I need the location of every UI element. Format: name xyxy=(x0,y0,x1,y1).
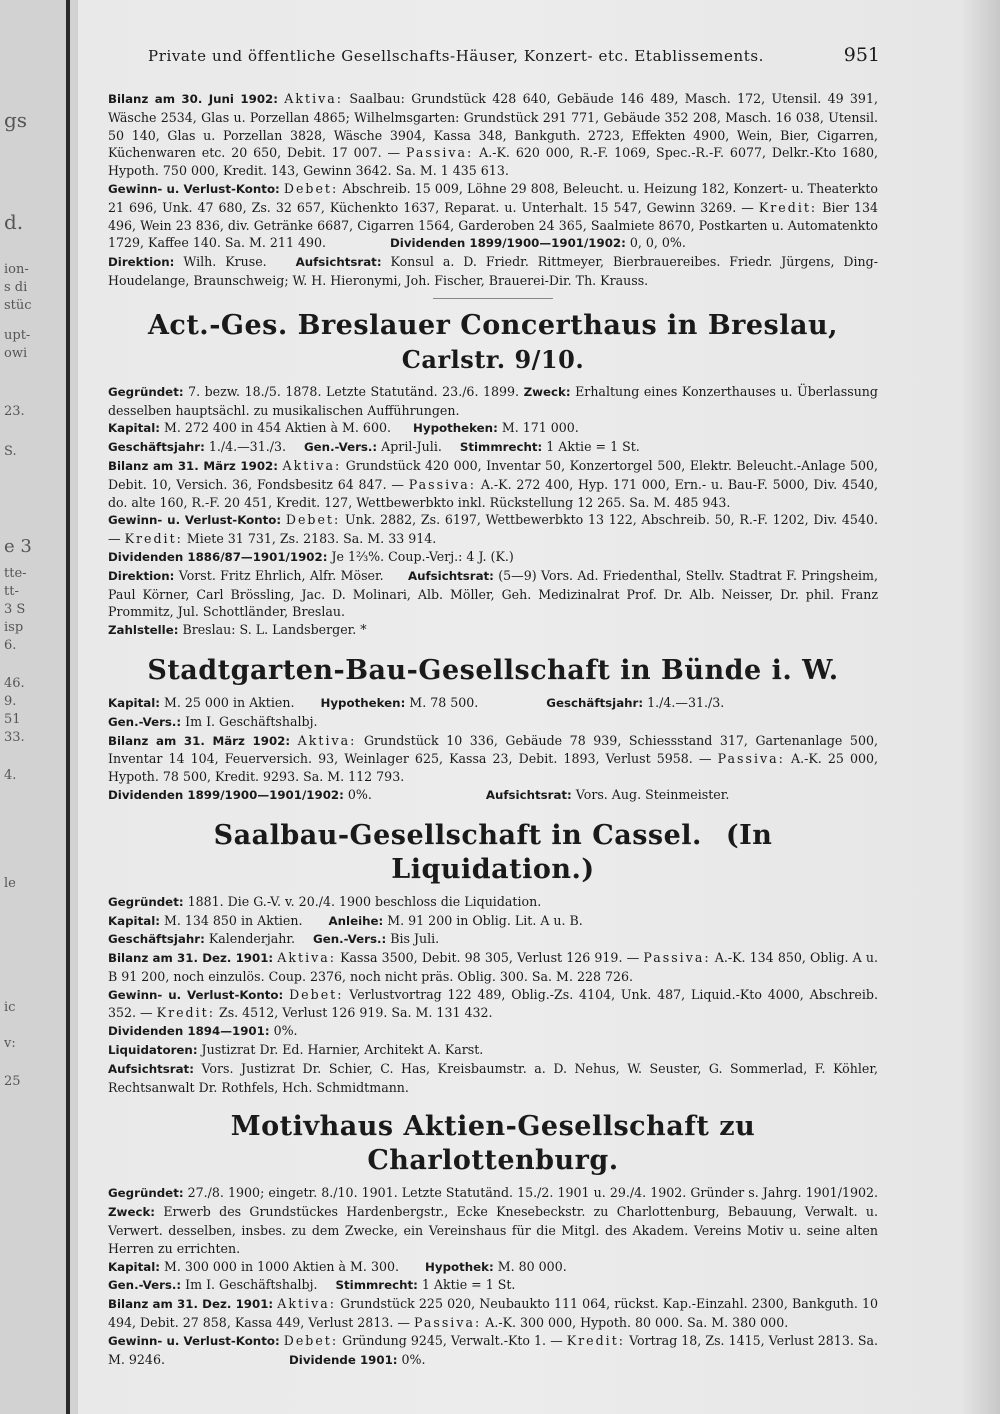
debet-word: Debet: xyxy=(285,512,341,528)
stimmrecht-label: Stimmrecht: xyxy=(335,1278,418,1293)
page-content xyxy=(108,90,878,1369)
passiva-word: Passiva: xyxy=(406,145,474,161)
bilanz-label: Bilanz am 31. Dez. 1901: xyxy=(108,1297,274,1312)
hypotheken-text: M. 78 500. xyxy=(409,694,479,710)
margin-fragment: 25 xyxy=(4,1074,21,1089)
aufsichtsrat-text: Vors. Justizrat Dr. Schier, C. Has, Kreisbaumstr. a. D. Nehus, W. Seuster, G. Sommerlad, F. Köhler, Rechtsanwalt Dr. Rothfels, Hch. Schmidtmann. xyxy=(108,1060,878,1095)
direktion-label: Direktion: xyxy=(108,255,175,270)
dividenden-label: Dividenden 1899/1900—1901/1902: xyxy=(108,787,344,802)
entry-title: Motivhaus Aktien-Gesellschaft zu Charlottenburg. xyxy=(230,1111,756,1177)
geschaeftsjahr-label: Geschäftsjahr: xyxy=(108,932,205,947)
geschaeftsjahr-label: Geschäftsjahr: xyxy=(546,695,644,710)
bilanz-text-2: A.-K. 134 850, Oblig. A u. B 91 200, noch einzulös. Coup. 2376, noch nicht präs. Oblig. 300. Sa. M. 228 726. xyxy=(108,950,879,984)
gegruendet-paragraph xyxy=(108,383,878,420)
hypotheken-text: M. 171 000. xyxy=(501,420,579,436)
guv-paragraph xyxy=(108,511,878,548)
guv-label: Gewinn- u. Verlust-Konto: xyxy=(108,513,282,528)
entry-title-main: Act.-Ges. Breslauer Concerthaus in Breslau, xyxy=(147,309,839,341)
genvers-label: Gen.-Vers.: xyxy=(108,714,182,729)
dividende-value: 0%. xyxy=(401,1351,426,1367)
bilanz-paragraph xyxy=(108,949,878,986)
debet-word: Debet: xyxy=(289,986,344,1002)
gegruendet-text: 1881. Die G.-V. v. 20./4. 1900 beschloss die Liquidation. xyxy=(187,893,542,909)
liquidatoren-paragraph xyxy=(108,1041,878,1060)
direktion-text: Wilh. Kruse. xyxy=(183,254,267,270)
direktion-paragraph xyxy=(108,253,878,290)
hypothek-label: Hypothek: xyxy=(425,1259,494,1274)
kapital-label: Kapital: xyxy=(108,1259,160,1274)
aufsichtsrat-label: Aufsichtsrat: xyxy=(295,255,382,270)
kapital-label: Kapital: xyxy=(108,695,160,710)
kredit-word: Kredit: xyxy=(156,1005,215,1021)
running-title: Private und öffentliche Gesellschafts-Häuser, Konzert- etc. Etablissements. xyxy=(148,47,765,65)
guv-text-2: Bier 134 496, Wein 23 836, div. Getränke 6687, Cigarren 1564, Garderoben 24 365, Saalmiete 8670, Postkarten u. Automatenkto 1729, Kaffee 140. Sa. M. 211 490. xyxy=(108,199,879,251)
margin-fragment: e 3 xyxy=(4,536,32,557)
margin-fragment: 51 xyxy=(4,712,21,727)
debet-word: Debet: xyxy=(283,1332,339,1348)
zweck-label: Zweck: xyxy=(108,1205,156,1220)
dividenden-label: Dividenden 1899/1900—1901/1902: xyxy=(390,236,626,251)
direktion-paragraph xyxy=(108,567,878,621)
gegruendet-paragraph xyxy=(108,1184,878,1257)
guv-text-2: Zs. 4512, Verlust 126 919. Sa. M. 131 432. xyxy=(218,1005,493,1021)
guv-paragraph xyxy=(108,1332,878,1370)
bilanz-text: Grundstück 225 020, Neubaukto 111 064, rückst. Kap.-Einzahl. 2300, Bankguth. 10 494, Debit. 27 858, Kassa 449, Verlust 2813. — xyxy=(108,1296,878,1331)
bilanz-text-2: A.-K. 272 400, Hyp. 171 000, Ern.- u. Bau-F. 5000, Div. 4540, do. alte 160, R.-F. 20 451, Kredit. 127, Wettbewerbkto inkl. Rückstellung 12 265. Sa. M. 485 943. xyxy=(108,476,878,510)
margin-fragment: 33. xyxy=(4,730,25,745)
bilanz-label: Bilanz am 31. Dez. 1901: xyxy=(108,951,274,966)
passiva-word: Passiva: xyxy=(408,476,477,492)
genvers-text: Im I. Geschäftshalbj. xyxy=(185,713,318,729)
bilanz-label: Bilanz am 31. März 1902: xyxy=(108,733,291,748)
hypotheken-label: Hypotheken: xyxy=(320,695,406,710)
gegruendet-paragraph xyxy=(108,893,878,912)
guv-text: Verlustvortrag 122 489, Oblig.-Zs. 4104, Unk. 487, Liquid.-Kto 4000, Abschreib. 352. — xyxy=(108,986,878,1021)
dividenden-value: 0, 0, 0%. xyxy=(629,235,686,251)
hypotheken-label: Hypotheken: xyxy=(413,421,498,436)
margin-fragment: S. xyxy=(4,444,17,459)
margin-fragment: le xyxy=(4,876,16,891)
guv-paragraph xyxy=(108,986,878,1023)
aufsichtsrat-paragraph xyxy=(108,1060,878,1097)
zweck-text: Erwerb des Grundstückes Hardenbergstr., Ecke Knesebeckstr. zu Charlottenburg, Bebauung, Verwalt. u. Verwert. desselben, insbes. zu dem Zwecke, ein Vereinshaus für die Mitgl. des Akadem. Vereins Motiv u. seine alten Herren zu errichten. xyxy=(108,1204,878,1256)
bilanz-text: Grundstück 10 336, Gebäude 78 939, Schiessstand 317, Gartenanlage 500, Inventar 14 104, Feuerversich. 93, Weinlager 625, Kassa 23, Debit. 1893, Verlust 5958. — xyxy=(108,732,878,767)
margin-fragment: ion- xyxy=(4,262,29,277)
geschaeftsjahr-text: Kalenderjahr. xyxy=(208,931,296,947)
margin-fragment: isp xyxy=(4,620,24,635)
entry-stadtgarten-buende xyxy=(108,654,878,805)
binding-shadow xyxy=(66,0,70,1414)
zahlstelle-label: Zahlstelle: xyxy=(108,623,179,638)
margin-fragment: stüc xyxy=(4,298,32,313)
dividenden-label: Dividenden 1894—1901: xyxy=(108,1024,270,1039)
bilanz-label: Bilanz am 31. März 1902: xyxy=(108,458,278,473)
genvers-label: Gen.-Vers.: xyxy=(313,932,387,947)
bilanz-paragraph xyxy=(108,90,878,180)
debet-word: Debet: xyxy=(283,180,339,196)
genvers-paragraph xyxy=(108,713,878,732)
anleihe-label: Anleihe: xyxy=(328,913,384,928)
gegruendet-text: 27./8. 1900; eingetr. 8./10. 1901. Letzte Statutänd. 15./2. 1901 u. 29./4. 1902. Gründer s. Jahrg. 1901/1902. xyxy=(187,1185,878,1201)
kapital-paragraph xyxy=(108,912,878,931)
liquidatoren-label: Liquidatoren: xyxy=(108,1043,198,1058)
direktion-label: Direktion: xyxy=(108,568,175,583)
page-number: 951 xyxy=(843,44,880,66)
kapital-label: Kapital: xyxy=(108,913,160,928)
genvers-label: Gen.-Vers.: xyxy=(108,1278,182,1293)
bilanz-text: Grundstück 420 000, Inventar 50, Konzertorgel 500, Elektr. Beleucht.-Anlage 500, Debit. 10, Versich. 36, Fondsbesitz 64 847. — xyxy=(108,457,878,492)
guv-paragraph xyxy=(108,180,878,253)
bilanz-paragraph xyxy=(108,1295,878,1332)
entry-motivhaus-charlottenburg xyxy=(108,1110,878,1369)
geschaeftsjahr-text: 1./4.—31./3. xyxy=(647,694,725,710)
anleihe-text: M. 91 200 in Oblig. Lit. A u. B. xyxy=(387,912,583,928)
guv-text: Unk. 2882, Zs. 6197, Wettbewerbkto 13 122, Abschreib. 50, R.-F. 1202, Div. 4540. — xyxy=(108,512,878,547)
kapital-label: Kapital: xyxy=(108,421,160,436)
margin-fragment: 9. xyxy=(4,694,17,709)
margin-fragment: 6. xyxy=(4,638,17,653)
zweck-text: Erhaltung eines Konzerthauses u. Überlassung desselben hauptsächl. zu musikalischen Aufführungen. xyxy=(108,383,878,418)
bilanz-text-2: A.-K. 620 000, R.-F. 1069, Spec.-R.-F. 6077, Delkr.-Kto 1680, Hypoth. 750 000, Kredit. 143, Gewinn 3642. Sa. M. 1 435 613. xyxy=(108,145,878,179)
margin-fragment: 23. xyxy=(4,404,25,419)
aufsichtsrat-text: Vors. Aug. Steinmeister. xyxy=(575,786,730,802)
kredit-word: Kredit: xyxy=(124,531,183,547)
hypothek-text: M. 80 000. xyxy=(497,1258,567,1274)
stimmrecht-text: 1 Aktie = 1 St. xyxy=(421,1277,516,1293)
dividenden-paragraph xyxy=(108,548,878,567)
entry-title-main: Saalbau-Gesellschaft in Cassel. xyxy=(213,819,702,851)
aktiva-word: Aktiva: xyxy=(297,732,357,748)
kapital-text: M. 134 850 in Aktien. xyxy=(163,912,303,928)
geschaeftsjahr-paragraph xyxy=(108,438,878,457)
margin-fragment: s di xyxy=(4,280,28,295)
margin-fragment: 3 S xyxy=(4,602,26,617)
bilanz-paragraph xyxy=(108,457,878,511)
guv-text: Gründung 9245, Verwalt.-Kto 1. — xyxy=(342,1332,563,1348)
entry-saalbau-wilhelmsgarten-continued xyxy=(108,90,878,290)
geschaeftsjahr-label: Geschäftsjahr: xyxy=(108,440,205,455)
bilanz-text-2: A.-K. 300 000, Hypoth. 80 000. Sa. M. 380 000. xyxy=(485,1315,789,1331)
genvers-label: Gen.-Vers.: xyxy=(303,440,378,455)
gegruendet-text: 7. bezw. 18./5. 1878. Letzte Statutänd. 23./6. 1899. xyxy=(188,383,520,399)
margin-fragment: d. xyxy=(4,210,24,234)
stimmrecht-label: Stimmrecht: xyxy=(459,440,543,455)
kapital-paragraph xyxy=(108,694,878,713)
aufsichtsrat-text: Konsul a. D. Friedr. Rittmeyer, Bierbrauereibes. Friedr. Jürgens, Ding-Houdelange, Braunschweig; W. H. Hieronymi, Joh. Fischer, Brauerei-Dir. Th. Krauss. xyxy=(108,254,878,288)
guv-label: Gewinn- u. Verlust-Konto: xyxy=(108,987,284,1002)
aufsichtsrat-label: Aufsichtsrat: xyxy=(407,568,494,583)
aktiva-word: Aktiva: xyxy=(284,91,343,106)
kapital-text: M. 272 400 in 454 Aktien à M. 600. xyxy=(163,420,391,436)
margin-fragment: 4. xyxy=(4,768,17,783)
kredit-word: Kredit: xyxy=(758,199,818,215)
guv-text-2: Vortrag 18, Zs. 1415, Verlust 2813. Sa. M. 9246. xyxy=(108,1332,879,1367)
margin-fragment: v: xyxy=(4,1036,16,1051)
dividenden-text: Je 1⅔%. Coup.-Verj.: 4 J. (K.) xyxy=(331,548,514,564)
dividenden-paragraph xyxy=(108,786,878,805)
bilanz-text-2: A.-K. 25 000, Hypoth. 78 500, Kredit. 9293. Sa. M. 112 793. xyxy=(108,751,878,785)
genvers-text: Im I. Geschäftshalbj. xyxy=(185,1277,318,1293)
entry-breslauer-concerthaus xyxy=(108,309,878,640)
gegruendet-label: Gegründet: xyxy=(108,894,184,909)
bilanz-paragraph xyxy=(108,732,878,786)
kapital-text: M. 300 000 in 1000 Aktien à M. 300. xyxy=(163,1258,399,1274)
stimmrecht-text: 1 Aktie = 1 St. xyxy=(546,439,640,455)
guv-label: Gewinn- u. Verlust-Konto: xyxy=(108,1333,280,1348)
geschaeftsjahr-text: 1./4.—31./3. xyxy=(208,439,286,455)
genvers-text: April-Juli. xyxy=(381,439,442,455)
geschaeftsjahr-paragraph xyxy=(108,930,878,949)
entry-title-address: Carlstr. 9/10. xyxy=(401,344,585,374)
kredit-word: Kredit: xyxy=(566,1332,626,1348)
passiva-word: Passiva: xyxy=(717,751,785,767)
margin-fragment: owi xyxy=(4,346,28,361)
direktion-text: Vorst. Fritz Ehrlich, Alfr. Möser. xyxy=(178,567,384,583)
bilanz-label: Bilanz am 30. Juni 1902: xyxy=(108,92,278,106)
gegruendet-label: Gegründet: xyxy=(108,1186,184,1201)
liquidatoren-text: Justizrat Dr. Ed. Harnier, Architekt A. Karst. xyxy=(201,1042,484,1058)
guv-text: Abschreib. 15 009, Löhne 29 808, Beleucht. u. Heizung 182, Konzert- u. Theaterkto 21 696, Unk. 47 680, Zs. 32 657, Küchenkto 1637, Reparat. u. Unterhalt. 15 547, Gewinn 3269. — xyxy=(108,180,878,215)
aktiva-word: Aktiva: xyxy=(277,1296,336,1312)
passiva-word: Passiva: xyxy=(413,1315,482,1331)
aktiva-word: Aktiva: xyxy=(277,950,336,966)
aufsichtsrat-text: (5—9) Vors. Ad. Friedenthal, Stellv. Stadtrat F. Pringsheim, Paul Körner, Carl Brössling, Jac. D. Molinari, Alb. Möller, Geh. Medizinalrat Prof. Dr. Alb. Neisser, Dr. phil. Franz Prommitz, Jul. Schottländer, Breslau. xyxy=(108,567,878,620)
entry-title xyxy=(108,309,878,377)
section-divider xyxy=(433,298,553,299)
margin-fragment: tte- xyxy=(4,566,27,581)
aufsichtsrat-label: Aufsichtsrat: xyxy=(485,787,572,802)
gegruendet-label: Gegründet: xyxy=(108,384,184,399)
zahlstelle-text: Breslau: S. L. Landsberger. * xyxy=(182,622,367,638)
margin-fragment: tt- xyxy=(4,584,19,599)
dividenden-label: Dividenden 1886/87—1901/1902: xyxy=(108,549,328,564)
kapital-text: M. 25 000 in Aktien. xyxy=(163,694,295,710)
guv-label: Gewinn- u. Verlust-Konto: xyxy=(108,181,280,196)
margin-fragment: 46. xyxy=(4,676,25,691)
zahlstelle-paragraph xyxy=(108,621,878,640)
aktiva-word: Aktiva: xyxy=(282,457,342,473)
kapital-paragraph xyxy=(108,419,878,438)
entry-title xyxy=(108,819,878,887)
entry-saalbau-cassel xyxy=(108,819,878,1097)
margin-fragment: gs xyxy=(4,108,28,132)
zweck-label: Zweck: xyxy=(523,384,571,399)
dividenden-paragraph xyxy=(108,1022,878,1041)
guv-text-2: Miete 31 731, Zs. 2183. Sa. M. 33 914. xyxy=(186,531,437,547)
margin-fragment: ic xyxy=(4,1000,16,1015)
aufsichtsrat-label: Aufsichtsrat: xyxy=(108,1061,194,1076)
margin-fragment: upt- xyxy=(4,328,31,343)
dividenden-value: 0%. xyxy=(347,786,372,802)
bilanz-text: Saalbau: Grundstück 428 640, Gebäude 146 489, Masch. 172, Utensil. 49 391, Wäsche 2534, Glas u. Porzellan 4865; Wilhelmsgarten: Grundstück 291 771, Gebäude 352 208, Masch. 16 038, Utensil. 50 140, Glas u. Porzellan 3828, Wäsche 3904, Kassa 348, Bankguth. 2723, Effekten 4900, Wein, Bier, Cigarren, Küchenwaren etc. 20 650, Debit. 17 007. — xyxy=(108,91,878,161)
dividenden-value: 0%. xyxy=(273,1023,298,1039)
genvers-paragraph xyxy=(108,1276,878,1295)
passiva-word: Passiva: xyxy=(643,950,711,966)
kapital-paragraph xyxy=(108,1258,878,1277)
entry-title: Stadtgarten-Bau-Gesellschaft in Bünde i. W. xyxy=(147,654,839,686)
page-header xyxy=(110,44,880,66)
bilanz-text: Kassa 3500, Debit. 98 305, Verlust 126 919. — xyxy=(340,950,640,966)
genvers-text: Bis Juli. xyxy=(390,931,440,947)
entry-title-suffix: (In Liquidation.) xyxy=(391,819,773,885)
dividende-label: Dividende 1901: xyxy=(288,1352,398,1367)
